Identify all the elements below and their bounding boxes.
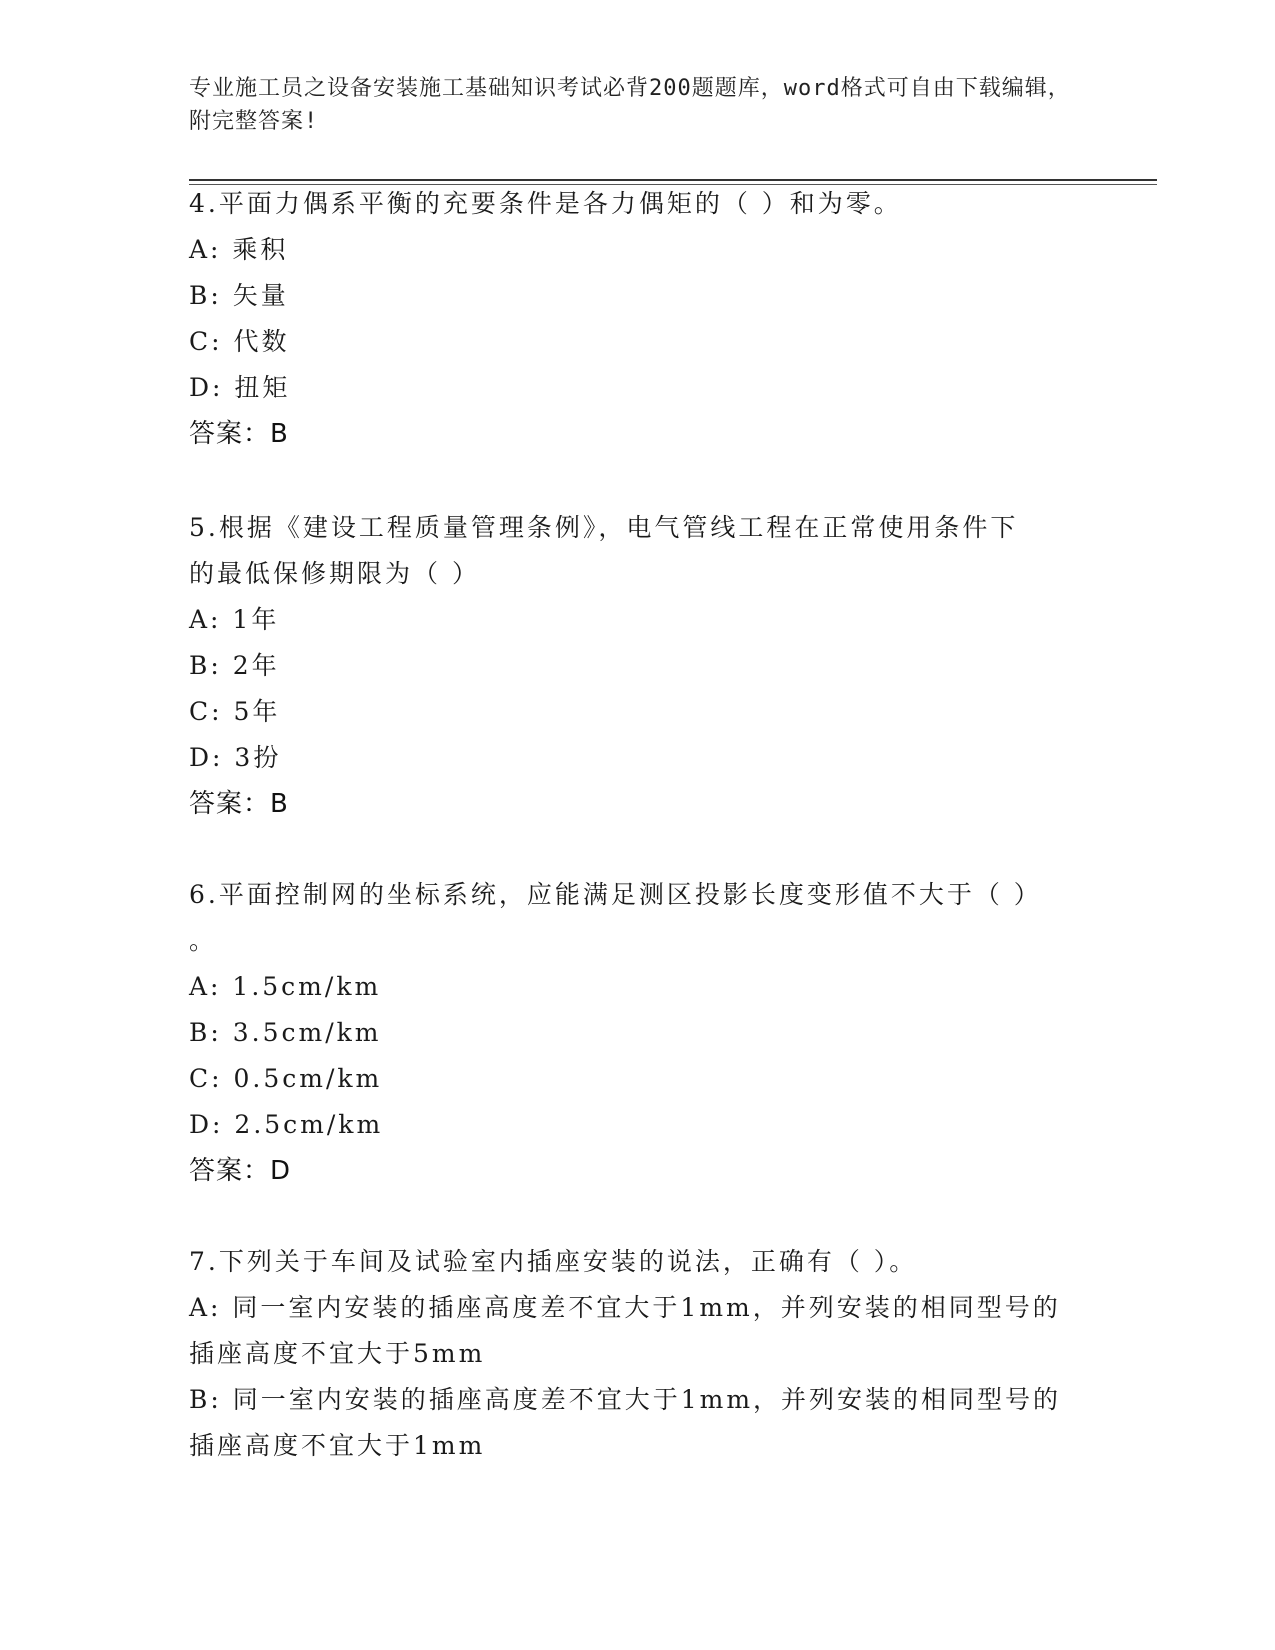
question-stem-line-2: 的最低保修期限为（ ） xyxy=(189,559,480,588)
option-a: A: 1年 xyxy=(189,605,280,634)
answer: 答案：B xyxy=(189,419,289,449)
question-stem-line-2: 。 xyxy=(189,926,218,955)
option-a: A: 1.5cm/km xyxy=(189,972,382,1001)
option-b: B: 矢量 xyxy=(189,281,289,310)
document-header: 专业施工员之设备安装施工基础知识考试必背200题题库，word格式可自由下载编辑，附完整答案! xyxy=(189,76,1071,134)
question-stem-line-1: 5.根据《建设工程质量管理条例》，电气管线工程在正常使用条件下 xyxy=(189,513,1019,542)
option-b-line-2: 插座高度不宜大于1mm xyxy=(189,1431,486,1460)
question-5 xyxy=(189,505,1069,827)
option-a-line-2: 插座高度不宜大于5mm xyxy=(189,1339,486,1368)
answer: 答案：D xyxy=(189,1156,292,1186)
option-d: D: 扭矩 xyxy=(189,373,291,402)
question-stem-line-1: 6.平面控制网的坐标系统，应能满足测区投影长度变形值不大于（ ） xyxy=(189,880,1042,909)
answer: 答案：B xyxy=(189,789,289,819)
question-7 xyxy=(189,1239,1069,1469)
question-stem: 4.平面力偶系平衡的充要条件是各力偶矩的（ ）和为零。 xyxy=(189,189,902,218)
option-b-line-1: B: 同一室内安装的插座高度差不宜大于1mm，并列安装的相同型号的 xyxy=(189,1385,1062,1414)
option-c: C: 0.5cm/km xyxy=(189,1064,383,1093)
question-6 xyxy=(189,872,1069,1194)
option-c: C: 5年 xyxy=(189,697,281,726)
option-c: C: 代数 xyxy=(189,327,290,356)
option-a: A: 乘积 xyxy=(189,235,289,264)
option-b: B: 2年 xyxy=(189,651,280,680)
question-4 xyxy=(189,181,1069,457)
question-stem: 7.下列关于车间及试验室内插座安装的说法，正确有（ ）。 xyxy=(189,1247,918,1276)
option-d: D: 3扮 xyxy=(189,743,282,772)
option-d: D: 2.5cm/km xyxy=(189,1110,384,1139)
option-a-line-1: A: 同一室内安装的插座高度差不宜大于1mm，并列安装的相同型号的 xyxy=(189,1293,1061,1322)
option-b: B: 3.5cm/km xyxy=(189,1018,382,1047)
